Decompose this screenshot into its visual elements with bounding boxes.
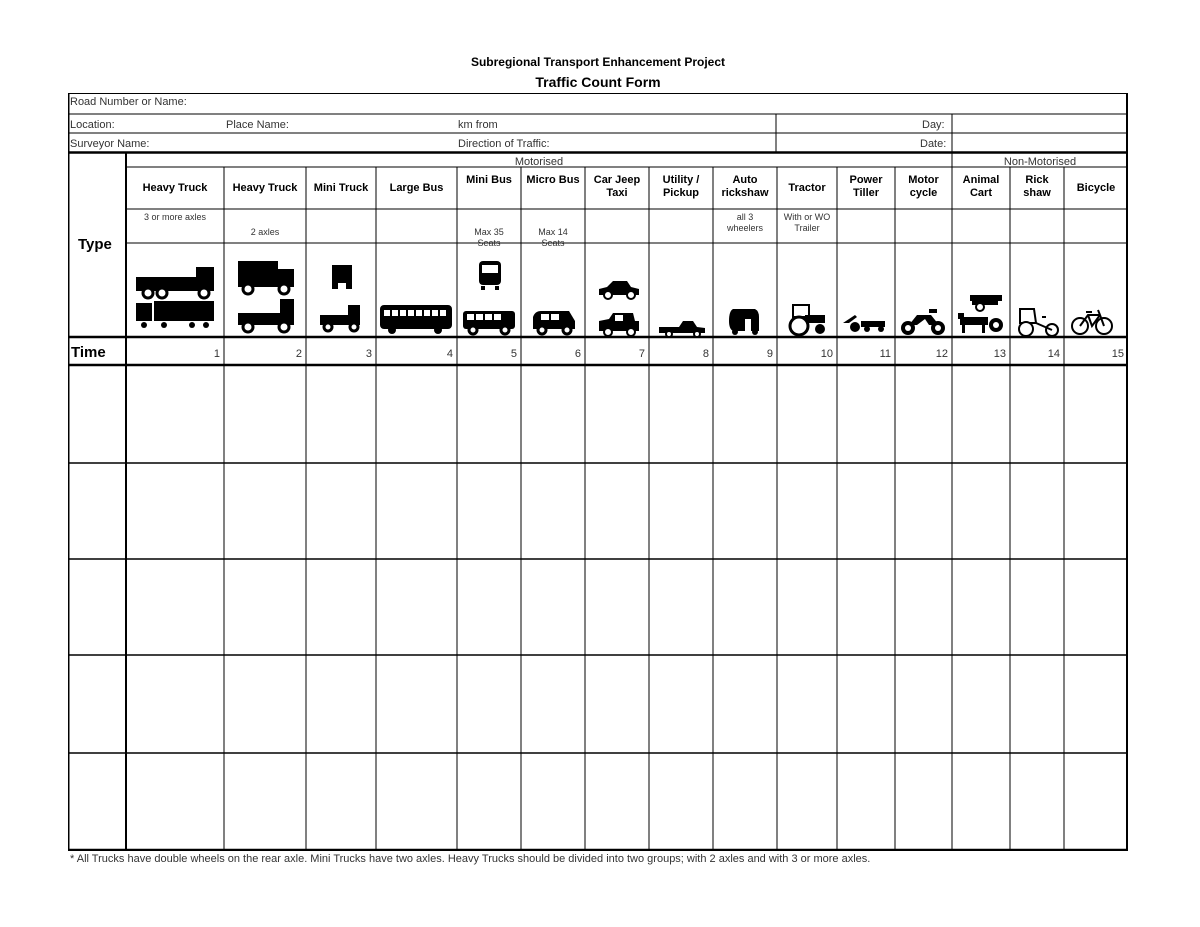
count-cell[interactable] [838, 465, 894, 557]
column-number: 3 [365, 348, 372, 360]
column-number: 7 [638, 348, 645, 360]
count-cell[interactable] [225, 367, 305, 461]
car-jeep-icon [595, 277, 641, 344]
count-cell[interactable] [1065, 465, 1127, 557]
count-cell[interactable] [225, 755, 305, 848]
count-cell[interactable] [307, 755, 375, 848]
count-cell[interactable] [838, 755, 894, 848]
animal-cart-icon [956, 291, 1006, 340]
mini-bus-icon [461, 259, 517, 342]
location-label: Location: [70, 119, 115, 131]
count-cell[interactable] [586, 657, 648, 751]
count-cell[interactable] [458, 561, 520, 653]
count-cell[interactable] [127, 561, 223, 653]
count-cell[interactable] [714, 367, 776, 461]
column-number: 6 [574, 348, 581, 360]
power-tiller-icon [841, 311, 887, 340]
column-number: 11 [879, 348, 891, 360]
mini-truck-icon [318, 263, 364, 344]
vehicle-type-name: Heavy Truck [232, 182, 298, 194]
count-cell[interactable] [778, 561, 836, 653]
direction-label: Direction of Traffic: [458, 138, 550, 150]
count-cell[interactable] [838, 561, 894, 653]
vehicle-type-name: Bicycle [1076, 182, 1116, 194]
count-cell[interactable] [896, 755, 951, 848]
vehicle-type-note: 3 or more axles [143, 212, 207, 222]
count-cell[interactable] [377, 561, 456, 653]
traffic-count-form [68, 93, 1128, 851]
count-cell[interactable] [307, 561, 375, 653]
count-cell[interactable] [307, 657, 375, 751]
column-number: 14 [1047, 348, 1060, 360]
heavy-truck-3axle-icon [134, 263, 218, 338]
count-cell[interactable] [377, 755, 456, 848]
rickshaw-icon [1016, 305, 1060, 344]
count-cell[interactable] [778, 367, 836, 461]
count-cell[interactable] [458, 657, 520, 751]
count-cell[interactable] [377, 657, 456, 751]
count-cell[interactable] [1011, 755, 1063, 848]
count-cell[interactable] [127, 657, 223, 751]
day-label: Day: [922, 119, 945, 131]
count-cell[interactable] [522, 561, 584, 653]
column-number: 13 [993, 348, 1006, 360]
count-cell[interactable] [1011, 367, 1063, 461]
count-cell[interactable] [953, 367, 1009, 461]
vehicle-type-name: Utility / Pickup [662, 174, 700, 199]
count-cell[interactable] [778, 657, 836, 751]
vehicle-type-name: Car Jeep Taxi [593, 174, 641, 199]
vehicle-type-name: Heavy Truck [142, 182, 208, 194]
count-cell[interactable] [714, 561, 776, 653]
count-cell[interactable] [650, 561, 712, 653]
vehicle-type-note: 2 axles [250, 227, 280, 237]
column-number: 9 [766, 348, 773, 360]
tractor-icon [787, 303, 829, 342]
vehicle-type-note: all 3 wheelers [726, 212, 764, 233]
road-name-label: Road Number or Name: [70, 96, 187, 108]
count-cell[interactable] [522, 755, 584, 848]
vehicle-type-note: Max 14 Seats [538, 227, 568, 248]
non-motorised-group-label: Non-Motorised [1003, 156, 1077, 168]
column-number: 8 [702, 348, 709, 360]
surveyor-name-label: Surveyor Name: [70, 138, 150, 150]
vehicle-type-name: Rick shaw [1023, 174, 1051, 199]
count-cell[interactable] [127, 465, 223, 557]
column-number: 5 [510, 348, 517, 360]
count-cell[interactable] [586, 561, 648, 653]
count-cell[interactable] [225, 561, 305, 653]
count-cell[interactable] [778, 465, 836, 557]
count-cell[interactable] [650, 367, 712, 461]
heavy-truck-2axle-icon [234, 259, 298, 340]
count-cell[interactable] [586, 367, 648, 461]
project-title: Subregional Transport Enhancement Project [470, 55, 726, 69]
vehicle-type-name: Motor cycle [908, 174, 939, 199]
count-cell[interactable] [714, 657, 776, 751]
count-cell[interactable] [1011, 561, 1063, 653]
count-cell[interactable] [307, 465, 375, 557]
count-cell[interactable] [1065, 561, 1127, 653]
count-cell[interactable] [953, 657, 1009, 751]
vehicle-type-name: Micro Bus [526, 174, 580, 186]
count-cell[interactable] [896, 657, 951, 751]
count-cell[interactable] [714, 755, 776, 848]
column-number: 4 [446, 348, 453, 360]
vehicle-type-name: Large Bus [389, 182, 444, 194]
count-cell[interactable] [522, 465, 584, 557]
date-label: Date: [920, 138, 947, 150]
count-cell[interactable] [953, 465, 1009, 557]
count-cell[interactable] [377, 367, 456, 461]
count-cell[interactable] [458, 367, 520, 461]
count-cell[interactable] [225, 465, 305, 557]
column-number: 2 [295, 348, 302, 360]
count-cell[interactable] [307, 367, 375, 461]
motorised-group-label: Motorised [514, 156, 564, 168]
count-cell[interactable] [522, 367, 584, 461]
count-cell[interactable] [127, 755, 223, 848]
place-name-label: Place Name: [226, 119, 289, 131]
count-cell[interactable] [953, 561, 1009, 653]
vehicle-type-name: Power Tiller [849, 174, 883, 199]
large-bus-icon [378, 299, 454, 344]
count-cell[interactable] [838, 367, 894, 461]
count-cell[interactable] [896, 561, 951, 653]
count-cell[interactable] [127, 367, 223, 461]
time-column-label: Time [71, 344, 106, 361]
vehicle-type-name: Animal Cart [962, 174, 1000, 199]
micro-bus-icon [531, 307, 577, 342]
count-cell[interactable] [650, 755, 712, 848]
count-cell[interactable] [458, 755, 520, 848]
count-cell[interactable] [896, 465, 951, 557]
form-title: Traffic Count Form [535, 74, 661, 90]
type-row-label: Type [78, 236, 112, 253]
count-cell[interactable] [522, 657, 584, 751]
count-cell[interactable] [650, 465, 712, 557]
count-cell[interactable] [458, 465, 520, 557]
bicycle-icon [1070, 307, 1114, 342]
count-cell[interactable] [953, 755, 1009, 848]
vehicle-type-name: Auto rickshaw [721, 174, 769, 199]
count-cell[interactable] [1065, 367, 1127, 461]
column-number: 12 [935, 348, 948, 360]
count-cell[interactable] [1065, 657, 1127, 751]
count-cell[interactable] [650, 657, 712, 751]
vehicle-type-name: Tractor [788, 182, 826, 194]
auto-rickshaw-icon [727, 307, 761, 342]
count-cell[interactable] [714, 465, 776, 557]
count-cell[interactable] [586, 755, 648, 848]
column-number: 15 [1111, 348, 1124, 360]
footnote: * All Trucks have double wheels on the rear axle. Mini Trucks have two axles. Heavy Trucks should be divided into two groups; with 2 axles and with 3 or more axles. [70, 853, 871, 865]
count-cell[interactable] [896, 367, 951, 461]
column-number: 1 [213, 348, 220, 360]
count-cell[interactable] [1065, 755, 1127, 848]
pickup-icon [657, 317, 707, 344]
vehicle-type-note: Max 35 Seats [474, 227, 504, 248]
count-cell[interactable] [838, 657, 894, 751]
count-cell[interactable] [1011, 657, 1063, 751]
count-cell[interactable] [778, 755, 836, 848]
vehicle-type-note: With or WO Trailer [783, 212, 831, 233]
motorcycle-icon [899, 307, 947, 342]
vehicle-type-name: Mini Bus [466, 174, 512, 186]
count-cell[interactable] [377, 465, 456, 557]
vehicle-type-name: Mini Truck [313, 182, 369, 194]
km-from-label: km from [458, 119, 498, 131]
count-cell[interactable] [225, 657, 305, 751]
column-number: 10 [820, 348, 833, 360]
count-cell[interactable] [1011, 465, 1063, 557]
count-cell[interactable] [586, 465, 648, 557]
